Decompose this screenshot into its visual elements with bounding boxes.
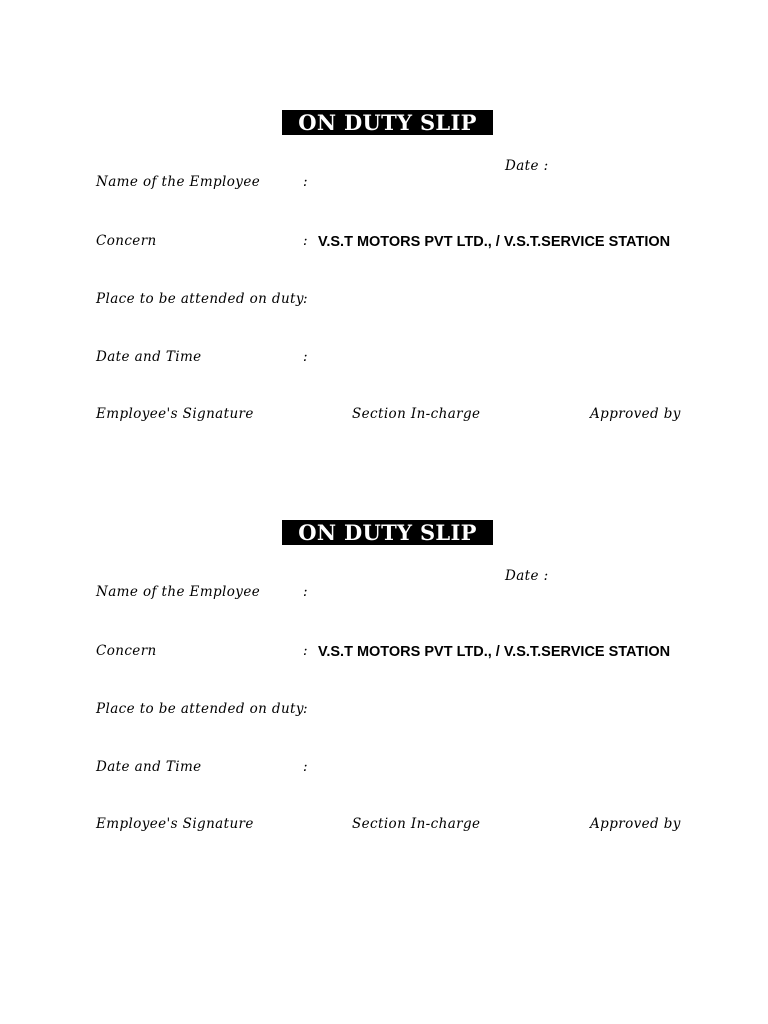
concern-value: V.S.T MOTORS PVT LTD., / V.S.T.SERVICE STATION [318,234,671,250]
concern-colon: : [303,643,308,659]
concern-label: Concern [96,643,157,659]
slip-title: ON DUTY SLIP [282,110,493,135]
date-time-colon: : [303,349,308,365]
date-label: Date : [505,568,549,584]
employee-signature-label: Employee's Signature [96,816,254,832]
employee-name-colon: : [303,584,308,600]
date-time-colon: : [303,759,308,775]
duty-place-colon: : [303,701,308,717]
concern-colon: : [303,233,308,249]
employee-name-colon: : [303,174,308,190]
approved-by-label: Approved by [590,816,681,832]
date-time-label: Date and Time [96,349,202,365]
approved-by-label: Approved by [590,406,681,422]
duty-place-label: Place to be attended on duty [96,291,304,307]
concern-value: V.S.T MOTORS PVT LTD., / V.S.T.SERVICE STATION [318,644,671,660]
on-duty-slip [0,0,768,422]
concern-label: Concern [96,233,157,249]
section-in-charge-label: Section In-charge [352,816,481,832]
date-label: Date : [505,158,549,174]
duty-place-colon: : [303,291,308,307]
slip-title: ON DUTY SLIP [282,520,493,545]
date-time-label: Date and Time [96,759,202,775]
employee-signature-label: Employee's Signature [96,406,254,422]
on-duty-slip [0,410,768,832]
employee-name-label: Name of the Employee [96,584,261,600]
duty-place-label: Place to be attended on duty [96,701,304,717]
section-in-charge-label: Section In-charge [352,406,481,422]
employee-name-label: Name of the Employee [96,174,261,190]
